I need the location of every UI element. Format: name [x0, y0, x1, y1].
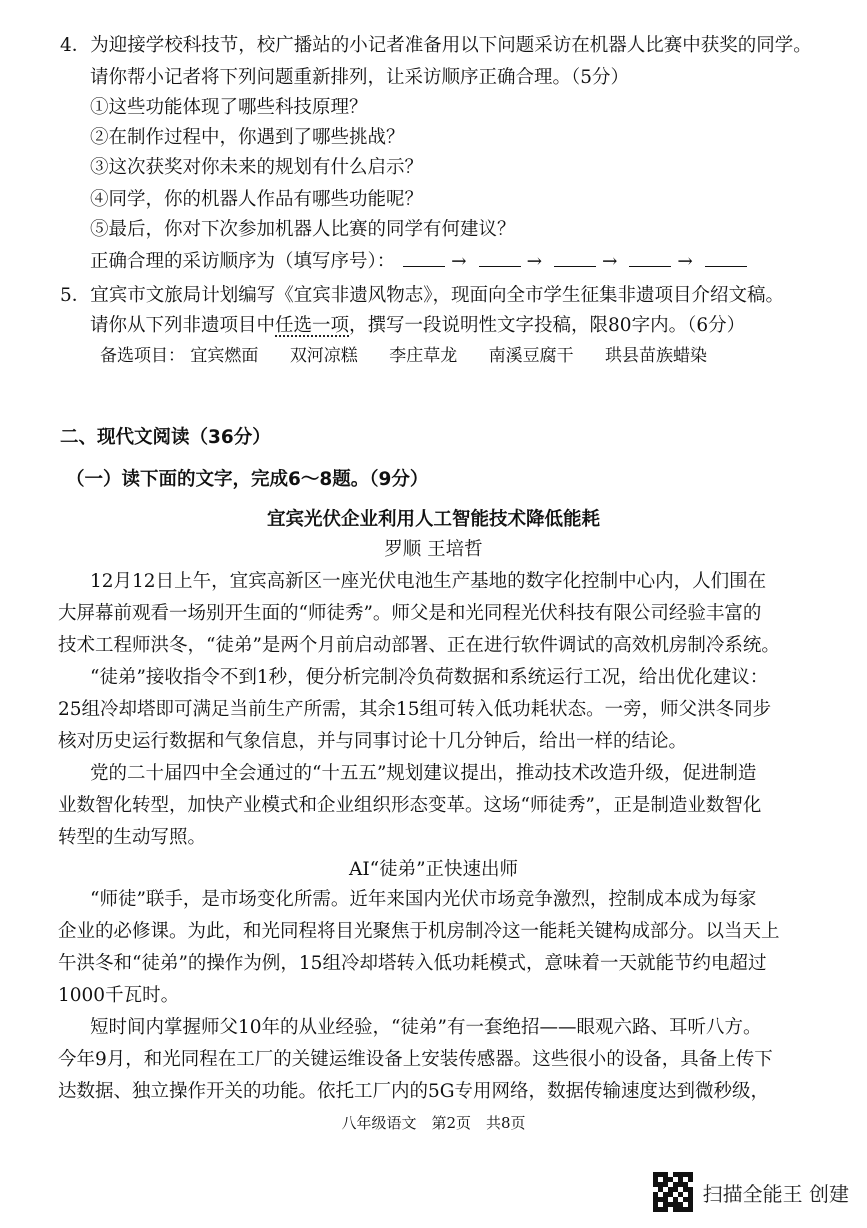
article-line: 1000千瓦时。	[58, 985, 180, 1006]
article-line: 短时间内掌握师父10年的从业经验，“徒弟”有一套绝招——眼观六路、耳听八方。	[90, 1017, 762, 1038]
article-line: 转型的生动写照。	[58, 827, 207, 848]
q5-line2	[90, 314, 745, 338]
article-line: 25组冷却塔即可满足当前生产所需，其余15组可转入低功耗状态。一旁，师父洪冬同步	[58, 699, 772, 720]
option-item: 南溪豆腐干	[488, 346, 574, 366]
section-heading: 二、现代文阅读（36分）	[60, 427, 271, 448]
article-subtitle: AI“徒弟”正快速出师	[348, 859, 519, 880]
q5-line2-post: ，撰写一段说明性文字投稿，限80字内。（6分）	[349, 315, 746, 336]
article-line: 今年9月，和光同程在工厂的关键运维设备上安装传感器。这些很小的设备，具备上传下	[58, 1049, 773, 1070]
article-line: 午洪冬和“徒弟”的操作为例，15组冷却塔转入低功耗模式，意味着一天就能节约电超过	[58, 953, 767, 974]
q5-line2-emphasis: 任选一项	[275, 315, 350, 336]
option-item: 双河凉糕	[289, 346, 358, 366]
arrow-icon: →	[526, 251, 543, 272]
answer-blank[interactable]	[554, 250, 596, 267]
q5-options	[100, 344, 733, 368]
article-line: 核对历史运行数据和气象信息，并与同事讨论十几分钟后，给出一样的结论。	[58, 731, 688, 752]
arrow-icon: →	[677, 251, 693, 272]
q4-item-5: ⑤最后，你对下次参加机器人比赛的同学有何建议？	[90, 219, 516, 240]
article-line: 达数据、独立操作开关的功能。依托工厂内的5G专用网络，数据传输速度达到微秒级，	[58, 1081, 770, 1102]
qr-code-icon	[653, 1172, 693, 1212]
q5-options-label: 备选项目：	[100, 346, 185, 366]
q4-item-2: ②在制作过程中，你遇到了哪些挑战？	[90, 127, 405, 148]
q4-line2: 请你帮小记者将下列问题重新排列，让采访顺序正确合理。（5分）	[90, 67, 630, 88]
option-item: 李庄草龙	[389, 346, 458, 366]
answer-blank[interactable]	[705, 250, 747, 267]
article-line: 技术工程师洪冬，“徒弟”是两个月前启动部署、正在进行软件调试的高效机房制冷系统。	[58, 635, 780, 656]
q4-line1: 4．为迎接学校科技节，校广播站的小记者准备用以下问题采访在机器人比赛中获奖的同学。	[60, 35, 812, 56]
article-line: 12月12日上午，宜宾高新区一座光伏电池生产基地的数字化控制中心内，人们围在	[90, 571, 767, 592]
sub-section-heading: （一）读下面的文字，完成6～8题。（9分）	[66, 469, 429, 490]
article-authors: 罗顺 王培哲	[384, 539, 483, 560]
option-item: 珙县苗族蜡染	[605, 346, 708, 366]
q4-item-1: ①这些功能体现了哪些科技原理？	[90, 97, 368, 118]
article-title: 宜宾光伏企业利用人工智能技术降低能耗	[266, 509, 600, 530]
arrow-icon: →	[601, 251, 618, 272]
q5-line1: 5．宜宾市文旅局计划编写《宜宾非遗风物志》，现面向全市学生征集非遗项目介绍文稿。	[60, 285, 785, 306]
arrow-icon: →	[451, 251, 467, 272]
q4-item-4: ④同学，你的机器人作品有哪些功能呢？	[90, 189, 424, 210]
article-line: 企业的必修课。为此，和光同程将目光聚焦于机房制冷这一能耗关键构成部分。以当天上	[58, 921, 780, 942]
article-line: “徒弟”接收指令不到1秒，便分析完制冷负荷数据和系统运行工况，给出优化建议：	[90, 667, 769, 688]
article-line: 业数智化转型，加快产业模式和企业组织形态变革。这场“师徒秀”，正是制造业数智化	[58, 795, 762, 816]
answer-blank[interactable]	[479, 250, 521, 267]
q4-order-label: 正确合理的采访顺序为（填写序号）：	[90, 251, 396, 272]
option-item: 宜宾燃面	[190, 346, 259, 366]
article-line: 大屏幕前观看一场别开生面的“师徒秀”。师父是和光同程光伏科技有限公司经验丰富的	[58, 603, 762, 624]
article-line: 党的二十届四中全会通过的“十五五”规划建议提出，推动技术改造升级，促进制造	[90, 763, 757, 784]
scanner-watermark	[653, 1172, 849, 1212]
q5-line2-pre: 请你从下列非遗项目中	[90, 315, 276, 336]
q4-item-3: ③这次获奖对你未来的规划有什么启示？	[90, 157, 424, 178]
watermark-text: 扫描全能王 创建	[702, 1181, 849, 1206]
q4-order-line	[90, 250, 749, 274]
answer-blank[interactable]	[629, 250, 671, 267]
answer-blank[interactable]	[403, 250, 445, 267]
page-footer: 八年级语文 第2页 共8页	[341, 1114, 526, 1132]
article-line: “师徒”联手，是市场变化所需。近年来国内光伏市场竞争激烈，控制成本成为每家	[90, 889, 757, 910]
